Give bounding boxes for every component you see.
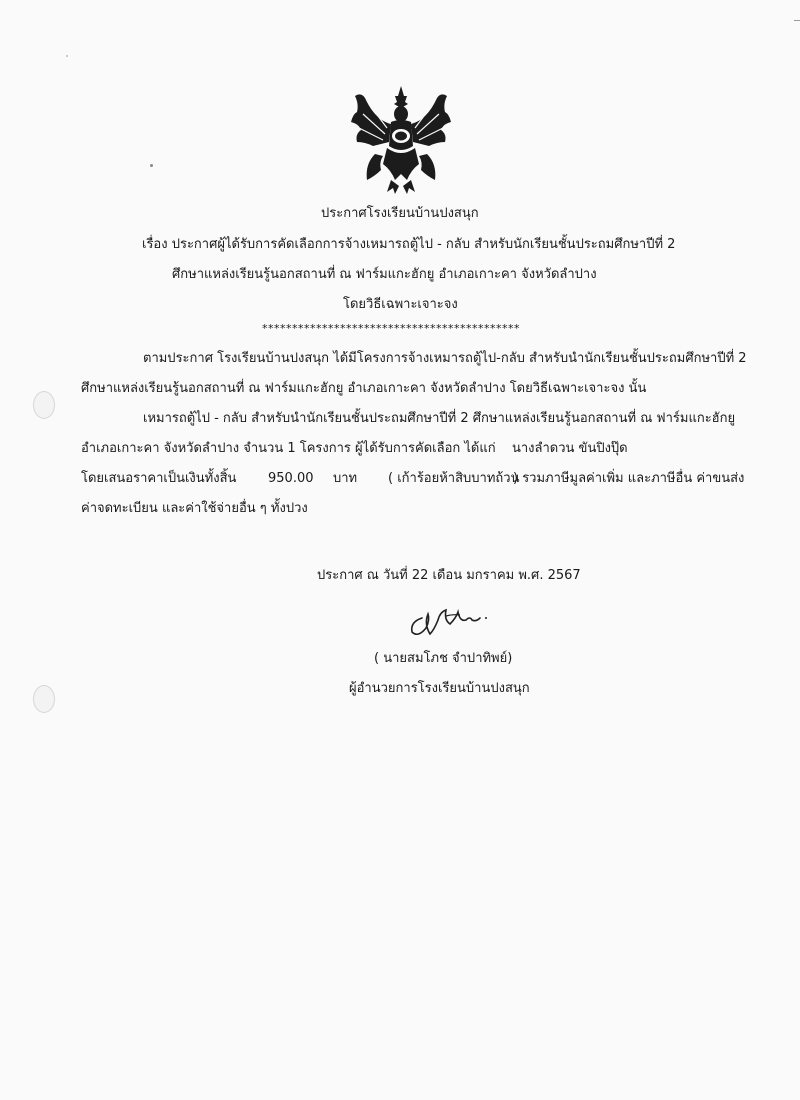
scan-speck (150, 164, 153, 167)
subject-line-3: โดยวิธีเฉพาะเจาะจง (343, 297, 458, 312)
offer-amount-unit: บาท (333, 471, 358, 486)
punch-hole-top (33, 391, 55, 419)
announcement-date: ประกาศ ณ วันที่ 22 เดือน มกราคม พ.ศ. 2567 (317, 568, 581, 583)
subject-line-1: เรื่อง ประกาศผู้ได้รับการคัดเลือกการจ้างเหมารถตู้ไป - กลับ สำหรับนักเรียนชั้นประถมศึกษาปีที่ 2 (142, 237, 676, 252)
signer-name: ( นายสมโภช จำปาทิพย์) (374, 651, 513, 666)
offer-price-prefix: โดยเสนอราคาเป็นเงินทั้งสิ้น (81, 471, 237, 486)
paragraph-2-line-4: ค่าจดทะเบียน และค่าใช้จ่ายอื่น ๆ ทั้งปวง (81, 501, 308, 516)
scan-speck (66, 55, 68, 57)
announcement-title: ประกาศโรงเรียนบ้านปงสนุก (321, 206, 479, 221)
signer-position: ผู้อำนวยการโรงเรียนบ้านปงสนุก (349, 681, 530, 696)
paragraph-2-line-2: อำเภอเกาะคา จังหวัดลำปาง จำนวน 1 โครงการ ผู้ได้รับการคัดเลือก ได้แก่ (81, 441, 496, 456)
offer-amount-text: ( เก้าร้อยห้าสิบบาทถ้วน (388, 471, 520, 486)
garuda-emblem-icon (345, 84, 457, 196)
paragraph-1-line-1: ตามประกาศ โรงเรียนบ้านปงสนุก ได้มีโครงการจ้างเหมารถตู้ไป-กลับ สำหรับนำนักเรียนชั้นประถมศึกษาปีที่ 2 (143, 351, 747, 366)
signature-icon (400, 600, 500, 640)
offer-amount: 950.00 (268, 471, 314, 486)
punch-hole-bottom (33, 685, 55, 713)
subject-line-2: ศึกษาแหล่งเรียนรู้นอกสถานที่ ณ ฟาร์มแกะฮักยู อำเภอเกาะคา จังหวัดลำปาง (172, 267, 597, 282)
separator-stars: ******************************************* (262, 322, 520, 335)
paragraph-1-line-2: ศึกษาแหล่งเรียนรู้นอกสถานที่ ณ ฟาร์มแกะฮักยู อำเภอเกาะคา จังหวัดลำปาง โดยวิธีเฉพาะเจาะจง นั้น (81, 381, 647, 396)
edge-mark (794, 20, 800, 21)
selected-contractor-name: นางลำดวน ขันปิงปุ๊ด (512, 441, 628, 456)
paragraph-2-line-1: เหมารถตู้ไป - กลับ สำหรับนำนักเรียนชั้นประถมศึกษาปีที่ 2 ศึกษาแหล่งเรียนรู้นอกสถานที่ ณ ฟาร์มแกะฮักยู (143, 411, 736, 426)
offer-price-suffix: ) รวมภาษีมูลค่าเพิ่ม และภาษีอื่น ค่าขนส่ง (513, 471, 745, 486)
